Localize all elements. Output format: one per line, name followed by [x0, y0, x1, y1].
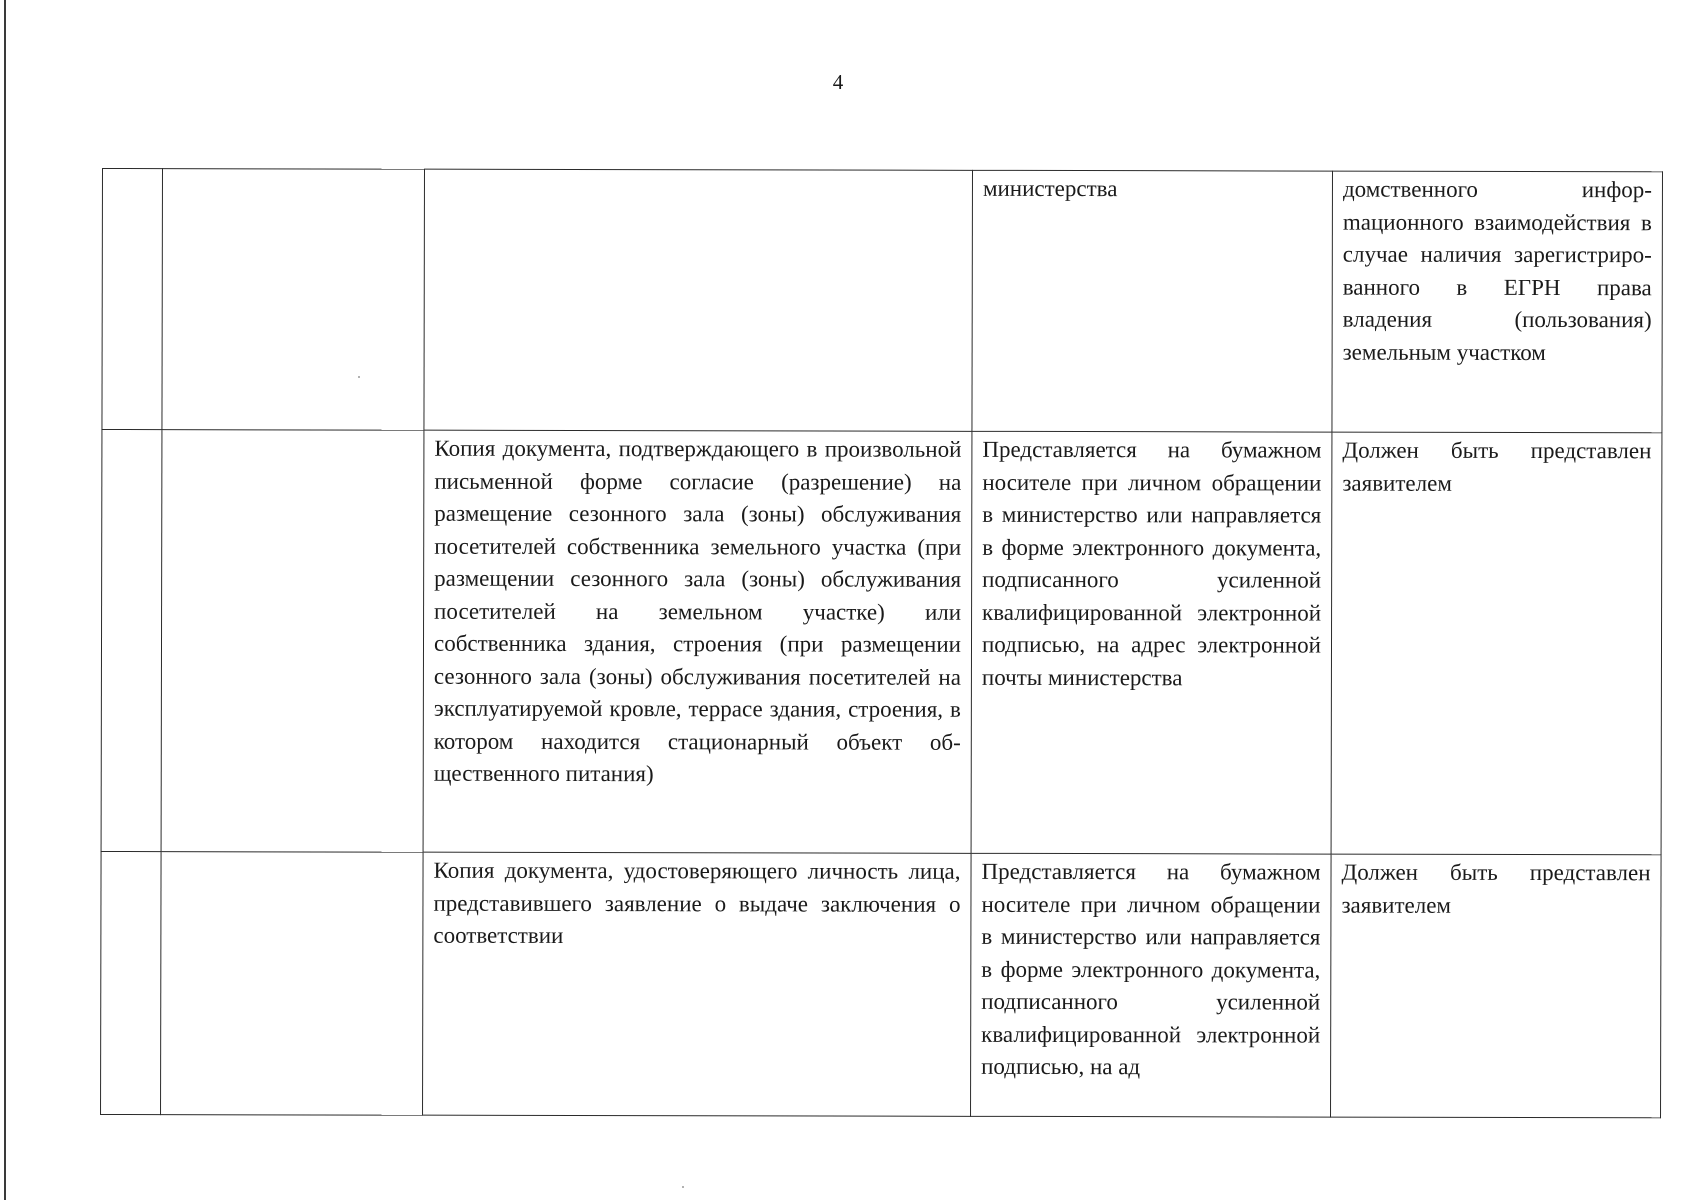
- submission-method-text: министерства: [982, 175, 1118, 202]
- note-cell: [1331, 432, 1662, 855]
- row-number-cell: [101, 430, 162, 852]
- service-name-cell: [162, 169, 425, 431]
- document-text: [435, 172, 962, 173]
- table-row: [102, 169, 1663, 433]
- note-text: Должен быть представлен заявителем: [1341, 859, 1651, 918]
- note-cell: [1332, 171, 1663, 433]
- row-number-cell: [101, 851, 162, 1114]
- table-row: [101, 430, 1662, 855]
- service-name-cell: [161, 430, 424, 853]
- document-cell: [423, 430, 972, 853]
- note-cell: [1331, 854, 1662, 1118]
- service-name-cell: [161, 852, 424, 1116]
- note-text: Должен быть представлен заявителем: [1342, 437, 1652, 496]
- submission-method-cell: [971, 853, 1332, 1117]
- document-cell: [424, 169, 973, 431]
- page-number: 4: [832, 70, 844, 94]
- document-text: Копия документа, подтверждающего в произвольной письменной форме согласие (разрешение) на размещение сезонного зала (зоны) обслуживания посетителей собственника земельного участка (при размещении сезонного зала (зоны) обслуживания посетителей на земельном участке) или собственника здания, строения (при размещении сезонного зала (зоны) обслуживания посетителей на эксплуатируемой кровле, террасе здания, строения, в котором находится стационарный объект общественного питания): [433, 435, 962, 787]
- document-cell: [423, 852, 972, 1116]
- submission-method-cell: [971, 431, 1332, 854]
- documents-table: [100, 168, 1663, 1118]
- submission-method-cell: [972, 170, 1333, 432]
- submission-method-text: Представляется на бумажном носителе при личном обращении в министерство или направляется в форме электронного документа, подписанного усиленной квалифицированной электронной подписью, на ад: [981, 858, 1321, 1080]
- note-text: домственного инфорmационного взаимодействия в случае наличия зарегистрированного в ЕГРН права владения (пользования) земельным участком: [1342, 176, 1652, 365]
- row-number-cell: [102, 169, 163, 430]
- scan-speck: [358, 376, 360, 378]
- submission-method-text: Представляется на бумажном носителе при личном обращении в министерство или направляется в форме электронного документа, подписанного усиленной квалифицированной электронной подписью, на адрес электронной почты министерства: [981, 436, 1322, 690]
- scan-left-edge: [4, 0, 6, 1200]
- document-text: Копия документа, удостоверяющего личность лица, представившего заявление о выдаче заключения о соответствии: [433, 857, 961, 948]
- scan-speck: [682, 1186, 684, 1188]
- table-row: [101, 851, 1662, 1117]
